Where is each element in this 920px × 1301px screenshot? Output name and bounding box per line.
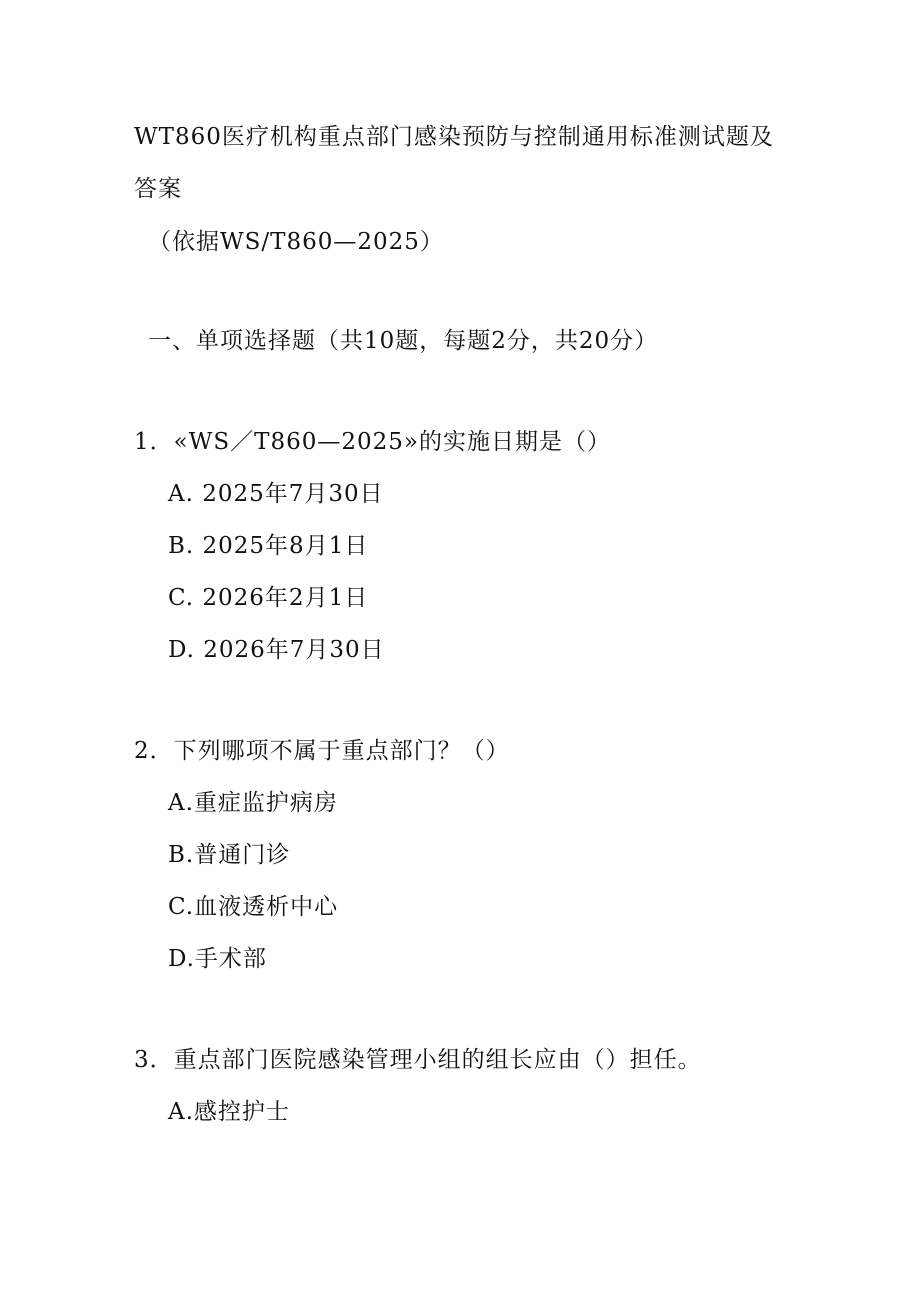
question-2-option-a: A.重症监护病房: [168, 790, 338, 816]
question-2-stem: 2．下列哪项不属于重点部门？（）: [134, 738, 510, 764]
document-title-line-1: WT860医疗机构重点部门感染预防与控制通用标准测试题及: [134, 124, 774, 150]
question-3-option-a: A.感控护士: [168, 1099, 290, 1125]
question-2-option-c: C.血液透析中心: [168, 894, 339, 920]
question-3-stem: 3．重点部门医院感染管理小组的组长应由（）担任。: [134, 1047, 702, 1073]
question-1-option-d: D. 2026年7月30日: [168, 637, 385, 663]
question-1-option-a: A. 2025年7月30日: [168, 481, 384, 507]
document-title-line-2: 答案: [134, 176, 182, 202]
question-1-option-c: C. 2026年2月1日: [168, 585, 369, 611]
standard-basis: （依据WS/T860—2025）: [148, 229, 444, 255]
question-2-option-d: D.手术部: [168, 946, 267, 972]
question-1-option-b: B. 2025年8月1日: [168, 533, 369, 559]
question-1-stem: 1．«WS／T860—2025»的实施日期是（）: [134, 429, 611, 455]
section-heading: 一、单项选择题（共10题，每题2分，共20分）: [148, 328, 659, 354]
question-2-option-b: B.普通门诊: [168, 842, 291, 868]
